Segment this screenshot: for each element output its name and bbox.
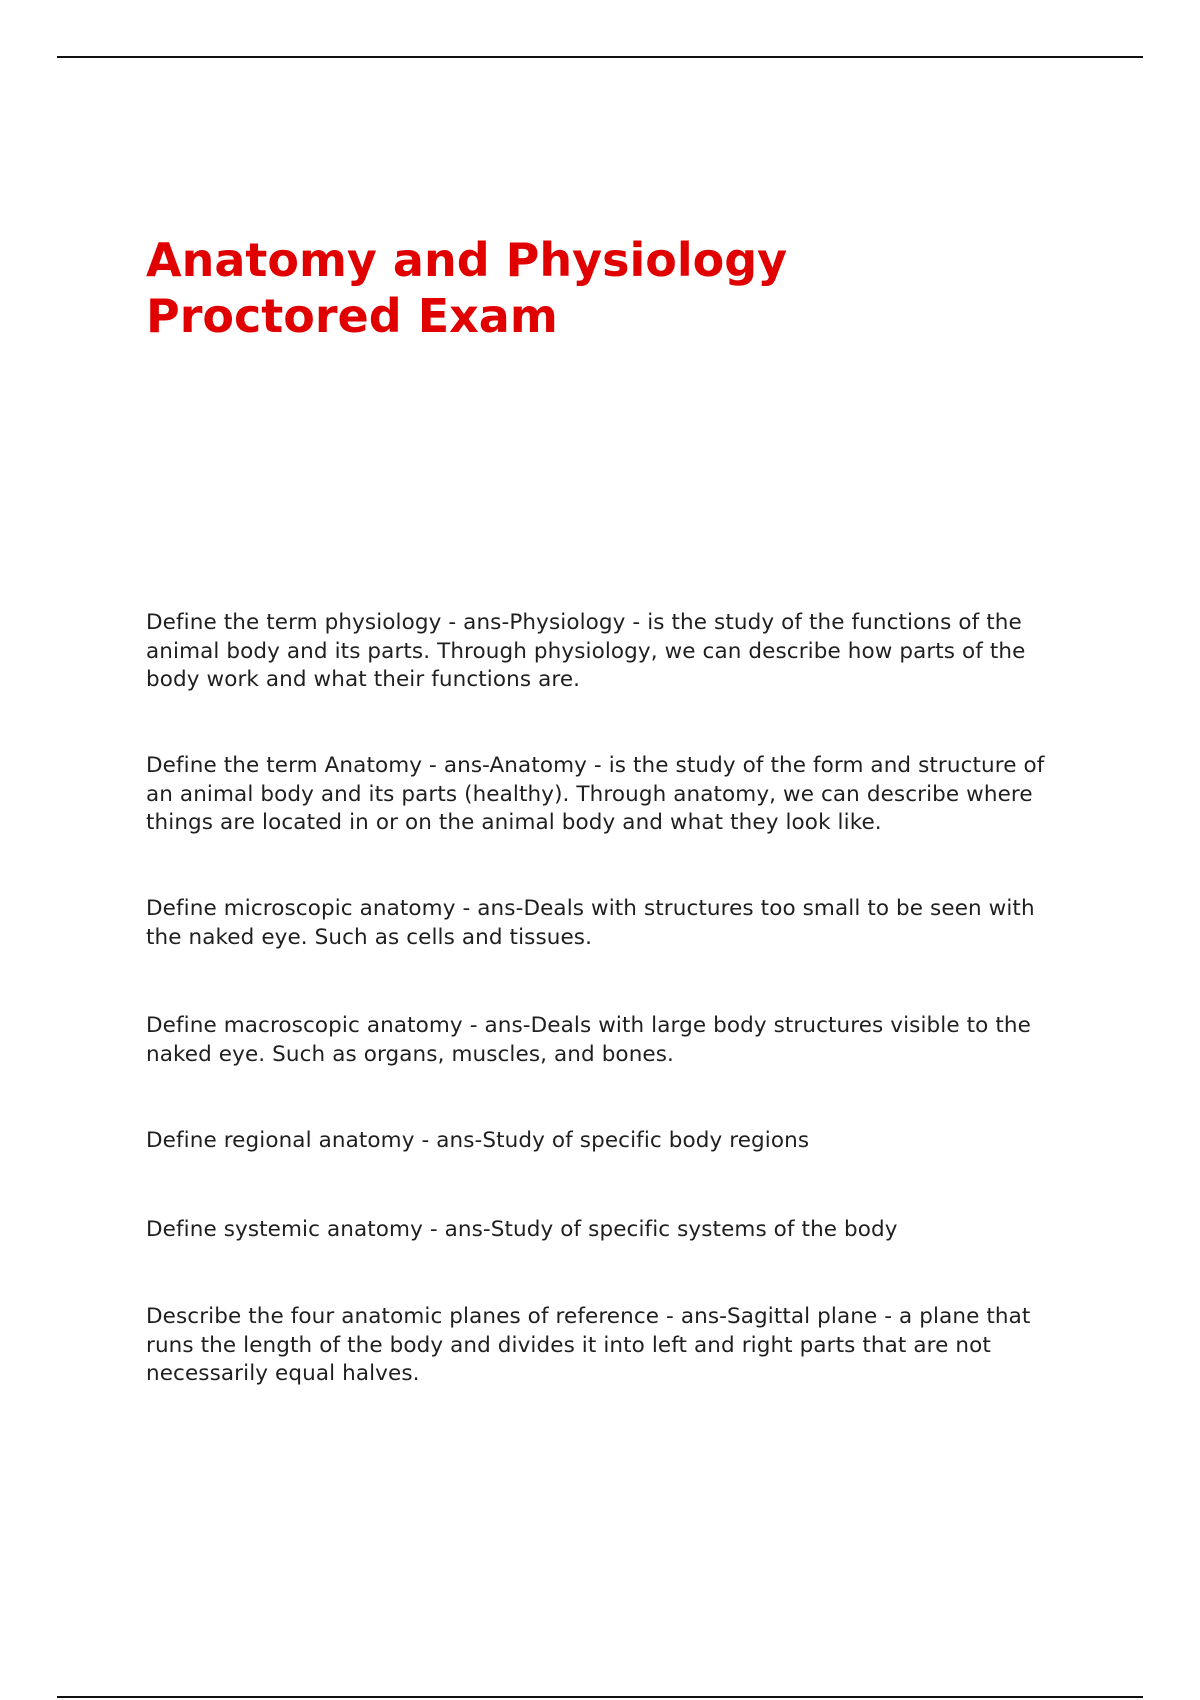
top-rule (57, 56, 1143, 58)
qa-item-systemic-anatomy (146, 1216, 1076, 1245)
title-line-2: Proctored Exam (146, 289, 558, 343)
title-line-1: Anatomy and Physiology (146, 233, 788, 287)
qa-line: Define regional anatomy - ans-Study of specific body regions (146, 1128, 810, 1153)
bottom-rule (57, 1696, 1143, 1698)
qa-item-anatomic-planes (146, 1303, 1076, 1389)
qa-line: Describe the four anatomic planes of reference - ans-Sagittal plane - a plane that (146, 1304, 1031, 1329)
qa-line: things are located in or on the animal body and what they look like. (146, 810, 882, 835)
qa-line: Define the term Anatomy - ans-Anatomy - is the study of the form and structure of (146, 753, 1045, 778)
qa-line: body work and what their functions are. (146, 667, 581, 692)
document-title (146, 232, 1046, 344)
qa-item-macroscopic-anatomy (146, 1012, 1076, 1069)
qa-item-physiology (146, 609, 1076, 695)
qa-line: Define systemic anatomy - ans-Study of specific systems of the body (146, 1217, 898, 1242)
qa-line: necessarily equal halves. (146, 1361, 420, 1386)
qa-line: runs the length of the body and divides it into left and right parts that are not (146, 1332, 991, 1358)
qa-line: naked eye. Such as organs, muscles, and bones. (146, 1041, 674, 1067)
qa-line: Define microscopic anatomy - ans-Deals with structures too small to be seen with (146, 896, 1035, 921)
qa-line: Define macroscopic anatomy - ans-Deals with large body structures visible to the (146, 1013, 1031, 1038)
qa-item-regional-anatomy (146, 1127, 1076, 1156)
qa-line: the naked eye. Such as cells and tissues. (146, 924, 593, 950)
qa-item-microscopic-anatomy (146, 895, 1076, 952)
qa-line: animal body and its parts. Through physiology, we can describe how parts of the (146, 638, 1026, 664)
qa-item-anatomy (146, 752, 1076, 838)
qa-line: Define the term physiology - ans-Physiology - is the study of the functions of the (146, 610, 1022, 635)
qa-line: an animal body and its parts (healthy). Through anatomy, we can describe where (146, 781, 1033, 807)
